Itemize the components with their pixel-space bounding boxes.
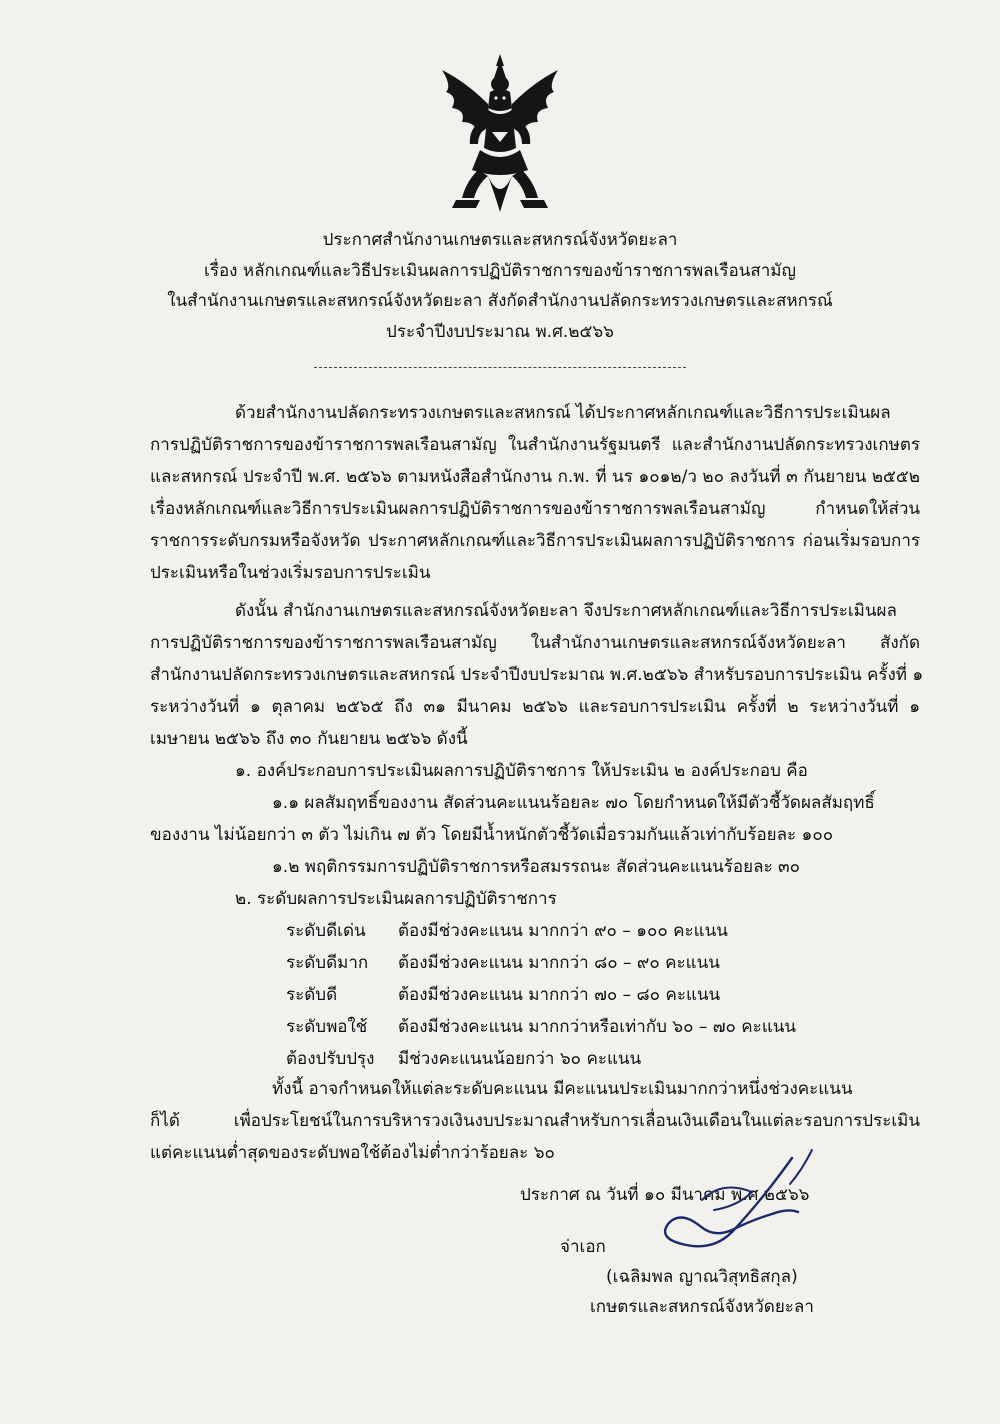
- paragraph-2-line-5: เมษายน ๒๕๖๖ ถึง ๓๐ กันยายน ๒๕๖๖ ดังนี้: [150, 729, 468, 749]
- item-1-1-line-1: ๑.๑ ผลสัมฤทธิ์ของงาน สัดส่วนคะแนนร้อยละ ๗๐ โดยกำหนดให้มีตัวชี้วัดผลสัมฤทธิ์: [272, 793, 875, 813]
- closing-line-2: ก็ได้ เพื่อประโยชน์ในการบริหารวงเงินงบประมาณสำหรับการเลื่อนเงินเดือนในแต่ละรอบการประเมิน: [150, 1111, 920, 1131]
- handwritten-signature: [642, 1140, 872, 1270]
- announcement-title: ประกาศสำนักงานเกษตรและสหกรณ์จังหวัดยะลา: [322, 230, 678, 250]
- level-desc-excellent: ต้องมีช่วงคะแนน มากกว่า ๙๐ – ๑๐๐ คะแนน: [398, 921, 728, 941]
- paragraph-2-line-3: สำนักงานปลัดกระทรวงเกษตรและสหกรณ์ ประจำปีงบประมาณ พ.ศ.๒๕๖๖ สำหรับรอบการประเมิน ครั้งที่ ๑: [150, 665, 924, 685]
- closing-line-1: ทั้งนี้ อาจกำหนดให้แต่ละระดับคะแนน มีคะแนนประเมินมากกว่าหนึ่งช่วงคะแนน: [272, 1079, 853, 1099]
- level-name-needs-improvement: ต้องปรับปรุง: [286, 1049, 375, 1069]
- level-name-excellent: ระดับดีเด่น: [286, 921, 366, 941]
- announcement-scope: ในสำนักงานเกษตรและสหกรณ์จังหวัดยะลา สังกัดสำนักงานปลัดกระทรวงเกษตรและสหกรณ์: [167, 291, 833, 311]
- paragraph-1-line-1: ด้วยสำนักงานปลัดกระทรวงเกษตรและสหกรณ์ ได้ประกาศหลักเกณฑ์และวิธีการประเมินผล: [235, 403, 891, 423]
- item-2: ๒. ระดับผลการประเมินผลการปฏิบัติราชการ: [235, 889, 557, 909]
- announce-date: ประกาศ ณ วันที่ ๑๐ มีนาคม พ.ศ.๒๕๖๖: [520, 1185, 810, 1205]
- garuda-emblem-icon: [432, 52, 568, 217]
- paragraph-1-line-2: การปฏิบัติราชการของข้าราชการพลเรือนสามัญ ในสำนักงานรัฐมนตรี และสำนักงานปลัดกระทรวงเกษตร: [150, 435, 920, 455]
- paragraph-2-line-4: ระหว่างวันที่ ๑ ตุลาคม ๒๕๖๕ ถึง ๓๑ มีนาคม ๒๕๖๖ และรอบการประเมิน ครั้งที่ ๒ ระหว่างวันที่ ๑: [150, 697, 920, 717]
- item-1-2: ๑.๒ พฤติกรรมการปฏิบัติราชการหรือสมรรถนะ สัดส่วนคะแนนร้อยละ ๓๐: [272, 857, 801, 877]
- level-desc-needs-improvement: มีช่วงคะแนนน้อยกว่า ๖๐ คะแนน: [398, 1049, 642, 1069]
- closing-line-3: แต่คะแนนต่ำสุดของระดับพอใช้ต้องไม่ต่ำกว่าร้อยละ ๖๐: [150, 1143, 555, 1163]
- level-desc-good: ต้องมีช่วงคะแนน มากกว่า ๗๐ – ๘๐ คะแนน: [398, 985, 721, 1005]
- level-name-very-good: ระดับดีมาก: [286, 953, 369, 973]
- header-divider: [314, 367, 686, 368]
- paragraph-1-line-5: ราชการระดับกรมหรือจังหวัด ประกาศหลักเกณฑ์และวิธีการประเมินผลการปฏิบัติราชการ ก่อนเริ่มรอบการ: [150, 531, 920, 551]
- paragraph-1-line-4: เรื่องหลักเกณฑ์และวิธีการประเมินผลการปฏิบัติราชการของข้าราชการพลเรือนสามัญ กำหนดให้ส่วน: [150, 499, 920, 519]
- paragraph-1-line-3: และสหกรณ์ ประจำปี พ.ศ. ๒๕๖๖ ตามหนังสือสำนักงาน ก.พ. ที่ นร ๑๐๑๒/ว ๒๐ ลงวันที่ ๓ กันยายน ๒๕๕๒: [150, 467, 920, 487]
- item-1-1-line-2: ของงาน ไม่น้อยกว่า ๓ ตัว ไม่เกิน ๗ ตัว โดยมีน้ำหนักตัวชี้วัดเมื่อรวมกันแล้วเท่ากับร้อยละ ๑๐๐: [150, 825, 834, 845]
- signer-name: (เฉลิมพล ญาณวิสุทธิสกุล): [606, 1267, 798, 1287]
- announcement-fiscal-year: ประจำปีงบประมาณ พ.ศ.๒๕๖๖: [386, 322, 614, 342]
- level-desc-fair: ต้องมีช่วงคะแนน มากกว่าหรือเท่ากับ ๖๐ – ๗๐ คะแนน: [398, 1017, 797, 1037]
- level-name-fair: ระดับพอใช้: [286, 1017, 368, 1037]
- signer-rank: จ่าเอก: [560, 1237, 606, 1257]
- paragraph-2-line-2: การปฏิบัติราชการของข้าราชการพลเรือนสามัญ ในสำนักงานเกษตรและสหกรณ์จังหวัดยะลา สังกัด: [150, 633, 920, 653]
- signer-title: เกษตรและสหกรณ์จังหวัดยะลา: [590, 1297, 814, 1317]
- level-desc-very-good: ต้องมีช่วงคะแนน มากกว่า ๘๐ – ๙๐ คะแนน: [398, 953, 720, 973]
- paragraph-2-line-1: ดังนั้น สำนักงานเกษตรและสหกรณ์จังหวัดยะลา จึงประกาศหลักเกณฑ์และวิธีการประเมินผล: [235, 601, 897, 621]
- item-1: ๑. องค์ประกอบการประเมินผลการปฏิบัติราชการ ให้ประเมิน ๒ องค์ประกอบ คือ: [235, 761, 808, 781]
- announcement-subject: เรื่อง หลักเกณฑ์และวิธีประเมินผลการปฏิบัติราชการของข้าราชการพลเรือนสามัญ: [204, 261, 796, 281]
- level-name-good: ระดับดี: [286, 985, 338, 1005]
- paragraph-1-line-6: ประเมินหรือในช่วงเริ่มรอบการประเมิน: [150, 563, 431, 583]
